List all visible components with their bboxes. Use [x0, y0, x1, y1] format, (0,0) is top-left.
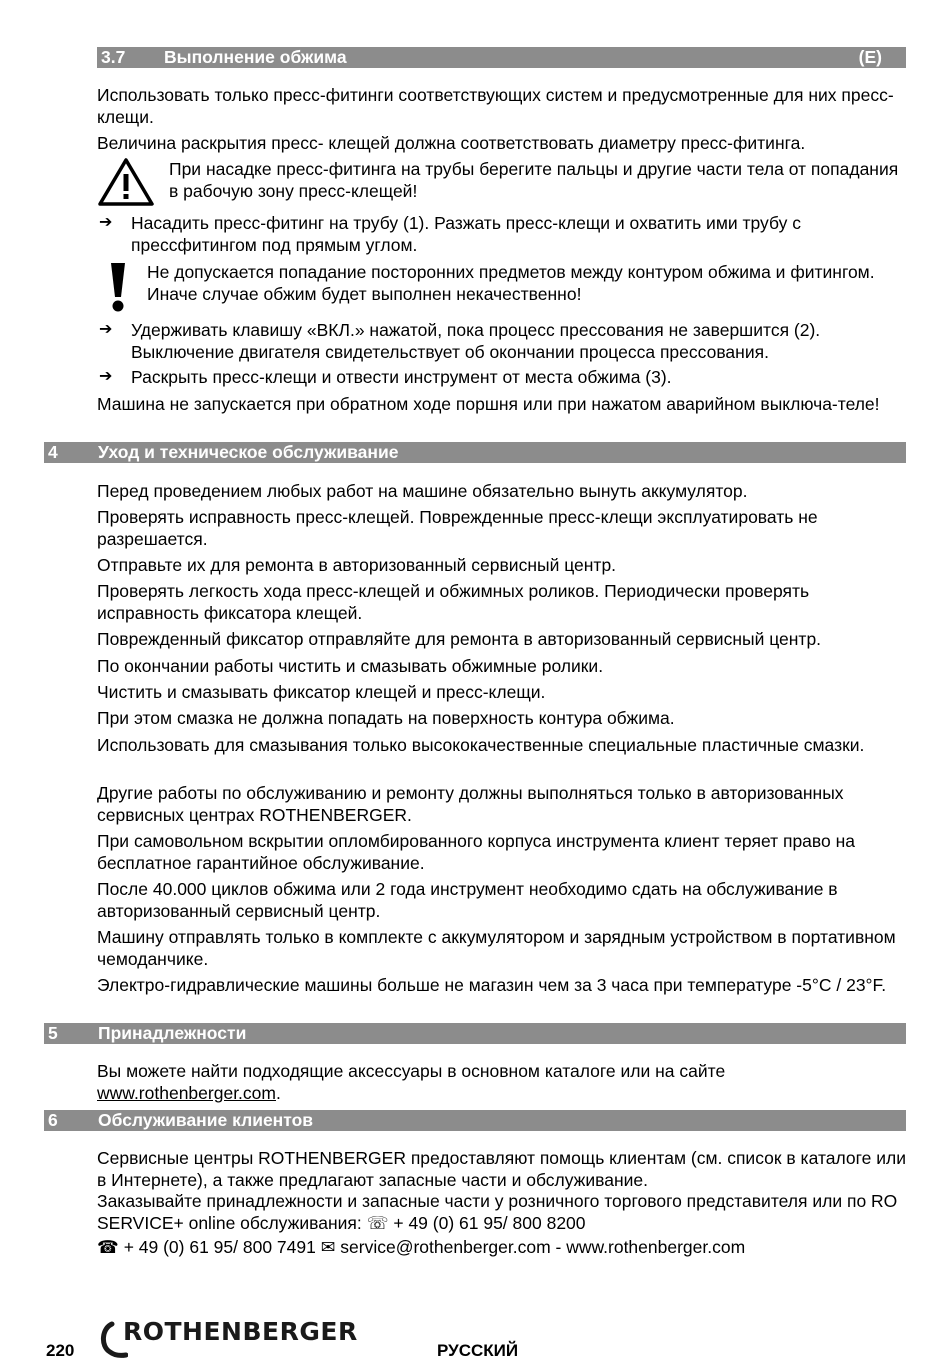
section-number: 4	[48, 442, 58, 462]
paragraph: При самовольном вскрытии опломбированного корпуса инструмента клиент теряет право на бесплатное гарантийное обслуживание.	[97, 831, 856, 873]
contact-text: service@rothenberger.com - www.rothenberger.com	[340, 1237, 746, 1257]
logo-text: ROTHENBERGER	[123, 1317, 358, 1346]
order-paragraph	[97, 1190, 907, 1234]
section-title: Уход и техническое обслуживание	[98, 442, 399, 462]
section-6-header	[44, 1110, 906, 1131]
section-title: Выполнение обжима	[164, 47, 347, 67]
exclamation-icon	[108, 261, 128, 318]
step-text: Насадить пресс-фитинг на трубу (1). Разжать пресс-клещи и охватить ими трубу с прессфитингом под прямым углом.	[131, 213, 801, 255]
paragraph: Чистить и смазывать фиксатор клещей и пресс-клещи.	[97, 682, 546, 702]
warning-triangle-icon	[97, 157, 155, 212]
paragraph: Проверять легкость хода пресс-клещей и обжимных роликов. Периодически проверять исправность фиксатора клещей.	[97, 581, 810, 623]
phone-number: + 49 (0) 61 95/ 800 8200	[393, 1213, 586, 1233]
paragraph: Электро-гидравлические машины больше не магазин чем за 3 часа при температуре -5°C / 23°F.	[97, 975, 887, 995]
phone-icon: ☏	[366, 1213, 389, 1233]
page-number: 220	[46, 1341, 75, 1360]
paragraph: При этом смазка не должна попадать на поверхность контура обжима.	[97, 708, 675, 728]
language-label: РУССКИЙ	[437, 1341, 519, 1360]
section-5-header	[44, 1023, 906, 1044]
section-tag: (E)	[858, 47, 882, 67]
accessories-paragraph	[97, 1060, 907, 1104]
fax-number: + 49 (0) 61 95/ 800 7491	[123, 1237, 316, 1257]
paragraph: Использовать для смазывания только высококачественные специальные пластичные смазки.	[97, 735, 865, 755]
section-3-7-header	[97, 47, 906, 68]
right-arrow-icon: ➔	[99, 214, 113, 231]
section-number: 3.7	[101, 47, 126, 67]
step-text: Удерживать клавишу «ВКЛ.» нажатой, пока процесс прессования не завершится (2). Выключение двигателя свидетельствует об окончании процесса прессования.	[131, 320, 821, 362]
website-link[interactable]: www.rothenberger.com	[97, 1083, 276, 1103]
paragraph: Использовать только пресс-фитинги соответствующих систем и предусмотренные для них пресс-клещи.	[97, 85, 894, 127]
link-suffix: .	[275, 1083, 281, 1103]
paragraph: Перед проведением любых работ на машине обязательно вынуть аккумулятор.	[97, 481, 748, 501]
paragraph: Величина раскрытия пресс- клещей должна соответствовать диаметру пресс-фитинга.	[97, 133, 806, 153]
warning-text: При насадке пресс-фитинга на трубы берегите пальцы и другие части тела от попадания в рабочую зону пресс-клещей!	[169, 159, 899, 201]
paragraph: Другие работы по обслуживанию и ремонту должны выполняться только в авторизованных сервисных центрах ROTHENBERGER.	[97, 783, 844, 825]
accessories-text: Вы можете найти подходящие аксессуары в основном каталоге или на сайте	[97, 1061, 726, 1081]
paragraph: Машина не запускается при обратном ходе поршня или при нажатом аварийном выключа-теле!	[97, 394, 880, 414]
contact-line	[97, 1236, 907, 1258]
right-arrow-icon: ➔	[99, 321, 113, 338]
paragraph: После 40.000 циклов обжима или 2 года инструмент необходимо сдать на обслуживание в авторизованный сервисный центр.	[97, 879, 838, 921]
section-number: 5	[48, 1023, 58, 1043]
paragraph: Машину отправлять только в комплекте с аккумулятором и зарядным устройством в портативном чемоданчике.	[97, 927, 896, 969]
section-title: Принадлежности	[98, 1023, 247, 1043]
order-text: Заказывайте принадлежности и запасные части у розничного торгового представителя или по RO SERVICE+ online обслуживания:	[97, 1191, 898, 1233]
paragraph: Сервисные центры ROTHENBERGER предоставляют помощь клиентам (см. список в каталоге или в Интернете), а также предлагают запасные части и обслуживание.	[97, 1148, 906, 1190]
notice-text: Не допускается попадание посторонних предметов между контуром обжима и фитингом. Иначе случае обжим будет выполнен некачественно!	[147, 262, 875, 304]
step-text: Раскрыть пресс-клещи и отвести инструмент от места обжима (3).	[131, 367, 672, 387]
section-4-header	[44, 442, 906, 463]
fax-icon: ☎	[97, 1237, 119, 1257]
section-number: 6	[48, 1110, 58, 1130]
mail-icon: ✉	[320, 1237, 336, 1257]
paragraph: По окончании работы чистить и смазывать обжимные ролики.	[97, 656, 604, 676]
paragraph: Поврежденный фиксатор отправляйте для ремонта в авторизованный сервисный центр.	[97, 629, 822, 649]
rothenberger-logo	[98, 1317, 358, 1360]
right-arrow-icon: ➔	[99, 368, 113, 385]
paragraph: Отправьте их для ремонта в авторизованный сервисный центр.	[97, 555, 617, 575]
paragraph: Проверять исправность пресс-клещей. Поврежденные пресс-клещи эксплуатировать не разрешается.	[97, 507, 818, 549]
section-title: Обслуживание клиентов	[98, 1110, 314, 1130]
